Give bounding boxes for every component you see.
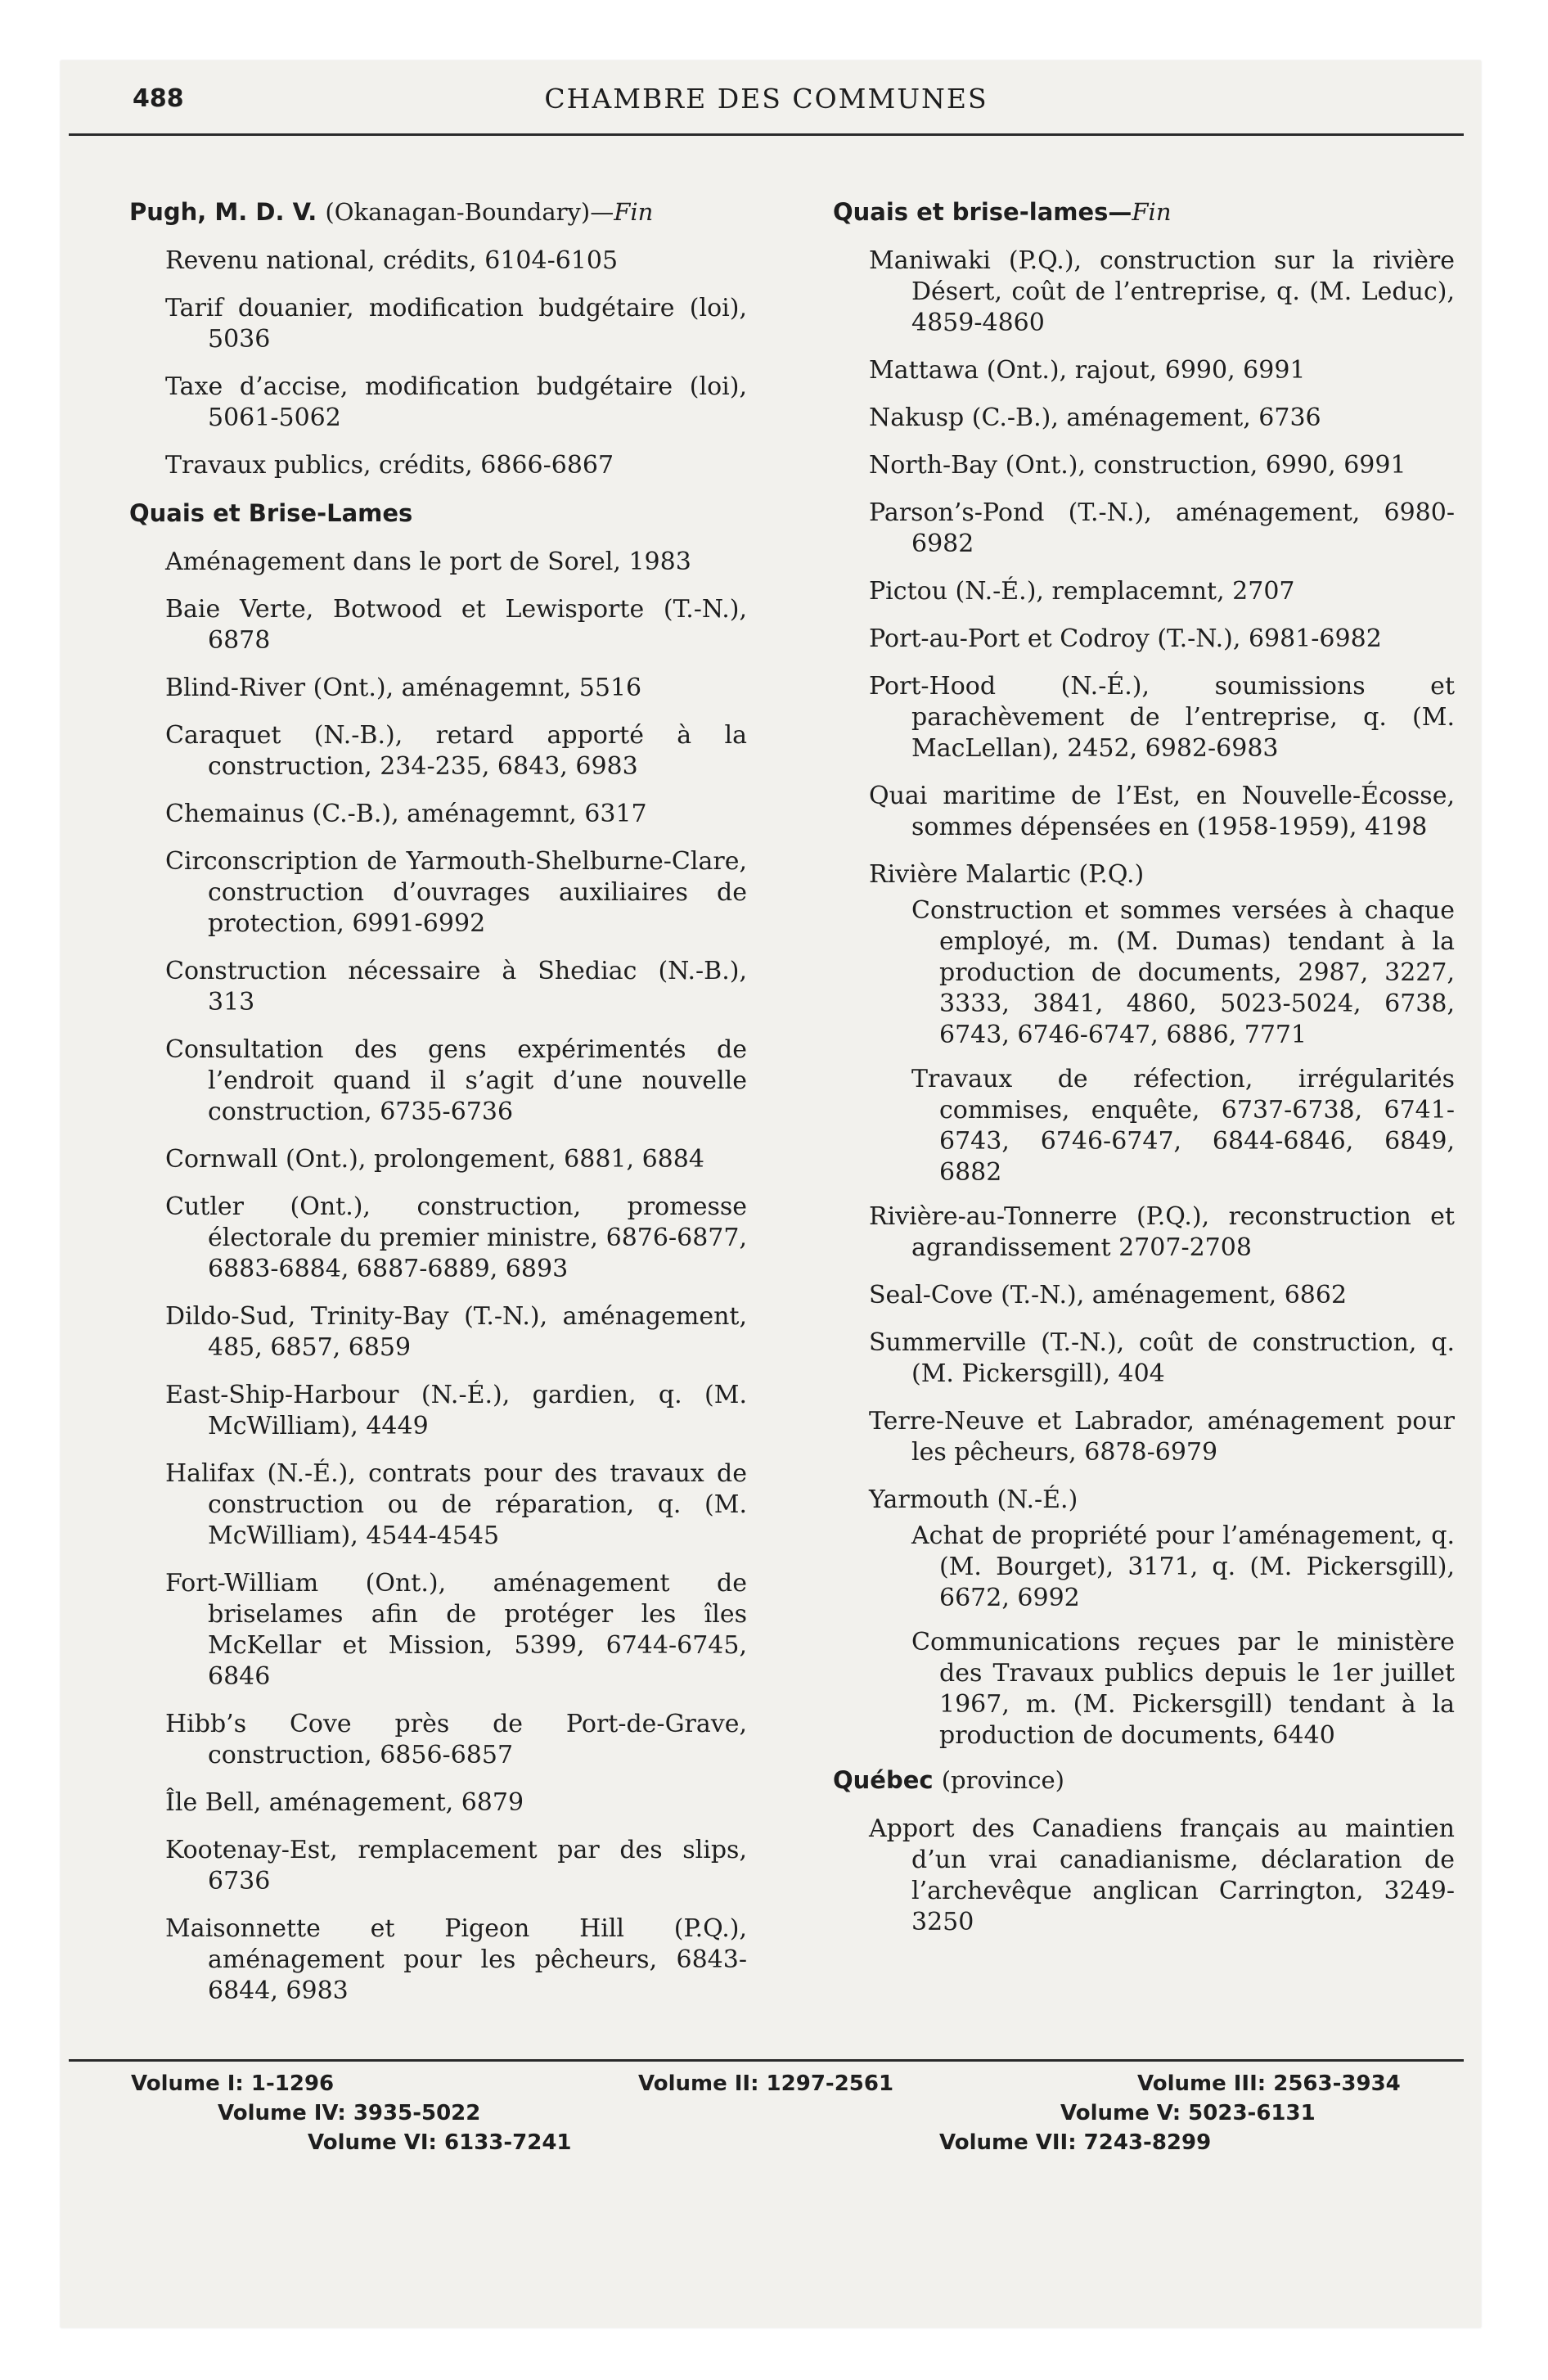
index-entry: Quai maritime de l’Est, en Nouvelle-Écosse, sommes dépensées en (1958-1959), 4198: [869, 782, 1455, 841]
index-entry: Circonscription de Yarmouth-Shelburne-Clare, construction d’ouvrages auxiliaires de protection, 6991-6992: [165, 847, 747, 938]
index-subentry: Achat de propriété pour l’aménagement, q. (M. Bourget), 3171, q. (M. Pickersgill), 6672, 6992: [911, 1521, 1455, 1612]
index-entry: Port-au-Port et Codroy (T.-N.), 6981-6982: [869, 624, 1382, 653]
index-entry: East-Ship-Harbour (N.-É.), gardien, q. (M. McWilliam), 4449: [165, 1381, 747, 1440]
right-column: [833, 196, 1455, 1954]
index-subentry: Communications reçues par le ministère des Travaux publics depuis le 1er juillet 1967, m. (M. Pickersgill) tendant à la production de documents, 6440: [911, 1628, 1455, 1750]
index-entry: Caraquet (N.-B.), retard apporté à la construction, 234-235, 6843, 6983: [165, 721, 747, 781]
heading-fin: Fin: [1132, 198, 1172, 226]
index-entry: Seal-Cove (T.-N.), aménagement, 6862: [869, 1281, 1348, 1309]
index-entry: Dildo-Sud, Trinity-Bay (T.-N.), aménagement, 485, 6857, 6859: [165, 1302, 747, 1362]
heading-qualifier: (province): [941, 1766, 1064, 1794]
page-number: 488: [133, 84, 184, 113]
heading-riding: (Okanagan-Boundary)—: [325, 198, 614, 226]
index-entry: Pictou (N.-É.), remplacemnt, 2707: [869, 577, 1295, 606]
footer-divider: [69, 2059, 1464, 2062]
page-header: [69, 76, 1464, 136]
heading-fin: Fin: [614, 198, 654, 226]
volume-2: Volume II: 1297-2561: [638, 2071, 894, 2096]
index-entry: Revenu national, crédits, 6104-6105: [165, 246, 619, 275]
index-heading-quebec: [833, 1765, 1455, 1796]
index-entry: Île Bell, aménagement, 6879: [165, 1788, 524, 1817]
index-heading-quais-fin: [833, 196, 1455, 228]
index-entry: Construction nécessaire à Shediac (N.-B.), 313: [165, 957, 747, 1016]
index-entry: Rivière-au-Tonnerre (P.Q.), reconstruction et agrandissement 2707-2708: [869, 1202, 1455, 1262]
volume-3: Volume III: 2563-3934: [1137, 2071, 1401, 2096]
volume-1: Volume I: 1-1296: [131, 2071, 335, 2096]
left-column: [129, 196, 747, 2023]
index-entry: Travaux publics, crédits, 6866-6867: [165, 451, 614, 480]
volume-key: [82, 2069, 1456, 2157]
index-entry: Baie Verte, Botwood et Lewisporte (T.-N.), 6878: [165, 595, 747, 655]
heading-name: Quais et brise-lames—: [833, 198, 1132, 226]
index-entry: Maniwaki (P.Q.), construction sur la rivière Désert, coût de l’entreprise, q. (M. Leduc), 4859-4860: [869, 246, 1455, 337]
index-entry: Taxe d’accise, modification budgétaire (loi), 5061-5062: [165, 372, 747, 432]
index-entry: Cutler (Ont.), construction, promesse électorale du premier ministre, 6876-6877, 6883-6884, 6887-6889, 6893: [165, 1192, 747, 1283]
index-entry: Maisonnette et Pigeon Hill (P.Q.), aménagement pour les pêcheurs, 6843-6844, 6983: [165, 1914, 747, 2005]
volume-7: Volume VII: 7243-8299: [939, 2130, 1212, 2155]
index-subentry: Construction et sommes versées à chaque employé, m. (M. Dumas) tendant à la production de documents, 2987, 3227, 3333, 3841, 4860, 5023-5024, 6738, 6743, 6746-6747, 6886, 7771: [911, 896, 1455, 1049]
index-entry: Apport des Canadiens français au maintien d’un vrai canadianisme, déclaration de l’archevêque anglican Carrington, 3249-3250: [869, 1814, 1455, 1936]
index-entry: North-Bay (Ont.), construction, 6990, 6991: [869, 451, 1406, 480]
heading-name: Québec: [833, 1766, 934, 1794]
index-entry: Kootenay-Est, remplacement par des slips, 6736: [165, 1836, 747, 1895]
index-entry: Mattawa (Ont.), rajout, 6990, 6991: [869, 356, 1306, 385]
running-title: CHAMBRE DES COMMUNES: [544, 83, 988, 115]
index-heading-pugh: [129, 196, 747, 228]
index-entry-yarmouth: Yarmouth (N.-É.): [869, 1485, 1078, 1514]
index-entry: Port-Hood (N.-É.), soumissions et parachèvement de l’entreprise, q. (M. MacLellan), 2452, 6982-6983: [869, 672, 1455, 763]
volume-4: Volume IV: 3935-5022: [218, 2101, 481, 2125]
index-entry: Terre-Neuve et Labrador, aménagement pour les pêcheurs, 6878-6979: [869, 1407, 1455, 1467]
index-subentry: Travaux de réfection, irrégularités commises, enquête, 6737-6738, 6741-6743, 6746-6747, 6844-6846, 6849, 6882: [911, 1065, 1455, 1187]
index-entry: Nakusp (C.-B.), aménagement, 6736: [869, 403, 1321, 432]
index-entry: Blind-River (Ont.), aménagemnt, 5516: [165, 674, 642, 702]
volume-6: Volume VI: 6133-7241: [308, 2130, 572, 2155]
volume-5: Volume V: 5023-6131: [1060, 2101, 1316, 2125]
index-entry: Consultation des gens expérimentés de l’endroit quand il s’agit d’une nouvelle construction, 6735-6736: [165, 1035, 747, 1126]
index-entry: Fort-William (Ont.), aménagement de briselames afin de protéger les îles McKellar et Mission, 5399, 6744-6745, 6846: [165, 1569, 747, 1691]
index-entry-malartic: Rivière Malartic (P.Q.): [869, 860, 1145, 889]
index-entry: Hibb’s Cove près de Port-de-Grave, construction, 6856-6857: [165, 1710, 747, 1769]
index-entry: Cornwall (Ont.), prolongement, 6881, 6884: [165, 1145, 704, 1174]
index-entry: Aménagement dans le port de Sorel, 1983: [165, 548, 691, 576]
index-entry: Tarif douanier, modification budgétaire (loi), 5036: [165, 294, 747, 354]
index-entry: Summerville (T.-N.), coût de construction, q. (M. Pickersgill), 404: [869, 1328, 1455, 1388]
index-entry: Halifax (N.-É.), contrats pour des travaux de construction ou de réparation, q. (M. McWilliam), 4544-4545: [165, 1459, 747, 1550]
heading-name: Pugh, M. D. V.: [129, 198, 317, 226]
index-entry: Chemainus (C.-B.), aménagemnt, 6317: [165, 800, 647, 828]
index-heading-quais: Quais et Brise-Lames: [129, 499, 413, 527]
index-entry: Parson’s-Pond (T.-N.), aménagement, 6980-6982: [869, 498, 1455, 558]
